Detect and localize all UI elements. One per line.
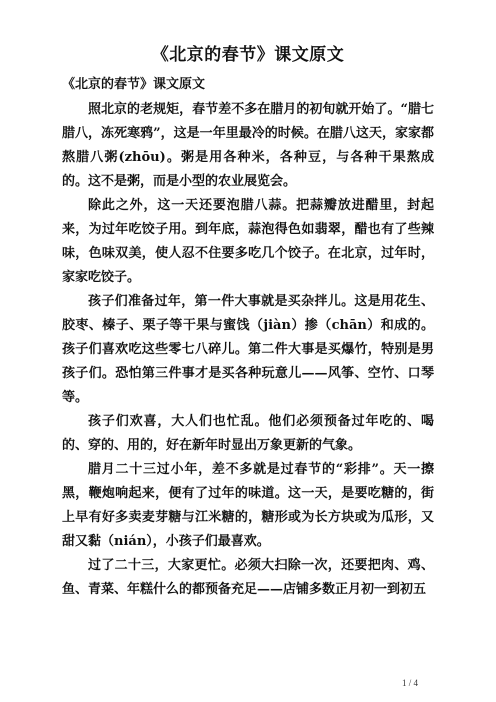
document-title: 《北京的春节》课文原文	[151, 45, 345, 65]
document-body	[62, 98, 434, 602]
paragraph-6: 过了二十三，大家更忙。必须大扫除一次，还要把肉、鸡、鱼、青菜、年糕什么的都预备充足——店铺多数正月初一到初五	[62, 558, 434, 597]
paragraph-1: 照北京的老规矩，春节差不多在腊月的初旬就开始了。“腊七腊八，冻死寒鸦”，这是一年里最冷的时候。在腊八这天，家家都熬腊八粥(zhōu)。粥是用各种米，各种豆，与各种干果熬成的。这不是粥，而是小型的农业展览会。	[62, 102, 434, 189]
page-number: 1 / 4	[401, 678, 418, 688]
paragraph-2: 除此之外，这一天还要泡腊八蒜。把蒜瓣放进醋里，封起来，为过年吃饺子用。到年底，蒜泡得色如翡翠，醋也有了些辣味，色味双美，使人忍不住要多吃几个饺子。在北京，过年时，家家吃饺子。	[62, 198, 434, 285]
paragraph-4: 孩子们欢喜，大人们也忙乱。他们必须预备过年吃的、喝的、穿的、用的，好在新年时显出万象更新的气象。	[62, 414, 434, 453]
document-subtitle: 《北京的春节》课文原文	[62, 77, 206, 92]
paragraph-3: 孩子们准备过年，第一件大事就是买杂拌儿。这是用花生、胶枣、榛子、栗子等干果与蜜饯（jiàn）掺（chān）和成的。孩子们喜欢吃这些零七八碎儿。第二件大事是买爆竹，特别是男孩子们。恐怕第三件事才是买各种玩意儿——风筝、空竹、口琴等。	[62, 294, 434, 405]
paragraph-5: 腊月二十三过小年，差不多就是过春节的“彩排”。天一擦黑，鞭炮响起来，便有了过年的味道。这一天，是要吃糖的，街上早有好多卖麦芽糖与江米糖的，糖形或为长方块或为瓜形，又甜又黏（nián），小孩子们最喜欢。	[62, 462, 434, 549]
